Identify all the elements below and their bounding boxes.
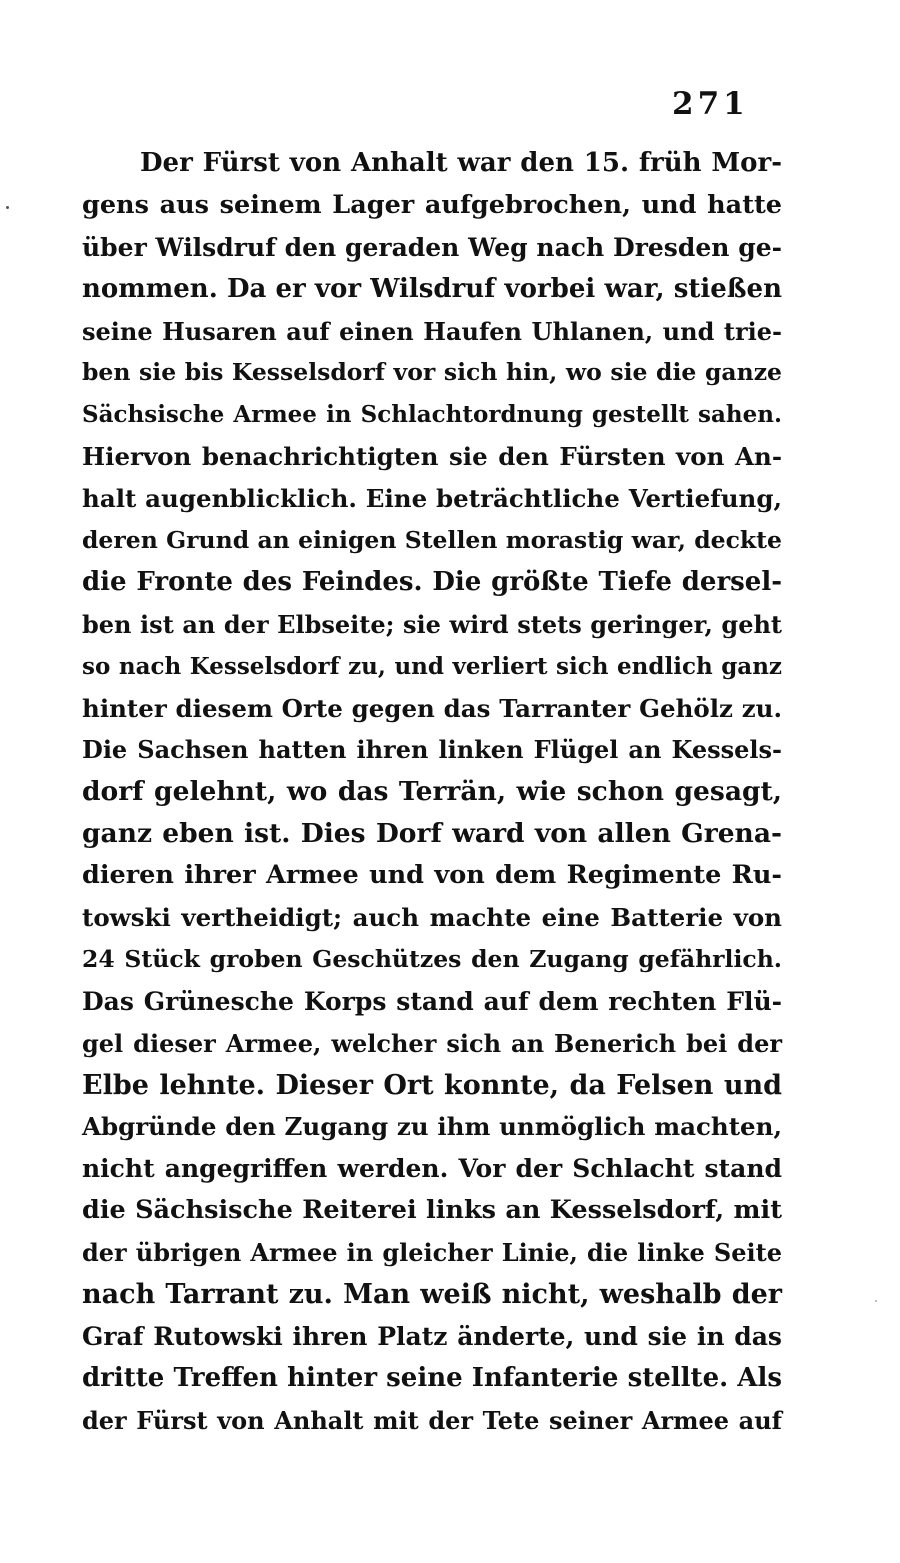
ink-speck: [875, 1300, 877, 1302]
text-line: dritte Treffen hinter seine Infanterie stellte. Als: [82, 1362, 782, 1393]
text-line: dieren ihrer Armee und von dem Regimente Ru-: [82, 860, 782, 891]
body-text: [82, 143, 782, 1442]
text-line: der übrigen Armee in gleicher Linie, die linke Seite: [82, 1238, 782, 1268]
text-line: hinter diesem Orte gegen das Tarranter Gehölz zu.: [82, 693, 782, 723]
text-line: gel dieser Armee, welcher sich an Benerich bei der: [82, 1028, 782, 1058]
text-line: halt augenblicklich. Eine beträchtliche Vertiefung,: [82, 484, 782, 514]
text-line: gens aus seinem Lager aufgebrochen, und hatte: [82, 189, 782, 220]
text-line: Graf Rutowski ihren Platz änderte, und sie in das: [82, 1321, 782, 1351]
text-line: Der Fürst von Anhalt war den 15. früh Mor-: [140, 148, 782, 178]
text-line: 24 Stück groben Geschützes den Zugang gefährlich.: [82, 944, 782, 973]
text-line: Elbe lehnte. Dieser Ort konnte, da Felsen und: [82, 1069, 782, 1101]
text-line: seine Husaren auf einen Haufen Uhlanen, und trie-: [82, 316, 782, 346]
page-number: 271: [672, 86, 749, 122]
text-line: ganz eben ist. Dies Dorf ward von allen Grena-: [82, 818, 782, 850]
text-line: die Sächsische Reiterei links an Kesselsdorf, mit: [82, 1195, 782, 1226]
text-line: dorf gelehnt, wo das Terrän, wie schon gesagt,: [82, 776, 782, 808]
text-line: die Fronte des Feindes. Die größte Tiefe dersel-: [82, 566, 782, 597]
text-line: so nach Kesselsdorf zu, und verliert sich endlich ganz: [82, 652, 782, 680]
text-line: über Wilsdruf den geraden Weg nach Dresden ge-: [82, 232, 782, 262]
text-line: Abgründe den Zugang zu ihm unmöglich machten,: [82, 1112, 782, 1142]
text-line: towski vertheidigt; auch machte eine Batterie von: [82, 903, 782, 933]
text-line: Die Sachsen hatten ihren linken Flügel an Kessels-: [82, 735, 782, 765]
text-line: nicht angegriffen werden. Vor der Schlacht stand: [82, 1154, 782, 1184]
text-line: Hiervon benachrichtigten sie den Fürsten von An-: [82, 442, 782, 472]
ink-speck: [6, 206, 9, 209]
text-line: deren Grund an einigen Stellen morastig war, deckte: [82, 526, 782, 555]
text-line: Sächsische Armee in Schlachtordnung gestellt sahen.: [82, 401, 782, 429]
text-line: nommen. Da er vor Wilsdruf vorbei war, stießen: [82, 273, 782, 304]
text-line: der Fürst von Anhalt mit der Tete seiner Armee auf: [82, 1405, 782, 1435]
text-line: nach Tarrant zu. Man weiß nicht, weshalb der: [82, 1279, 782, 1311]
text-line: ben sie bis Kesselsdorf vor sich hin, wo sie die ganze: [82, 358, 782, 387]
text-line: ben ist an der Elbseite; sie wird stets geringer, geht: [82, 609, 782, 639]
text-line: Das Grünesche Korps stand auf dem rechten Flü-: [82, 986, 782, 1016]
